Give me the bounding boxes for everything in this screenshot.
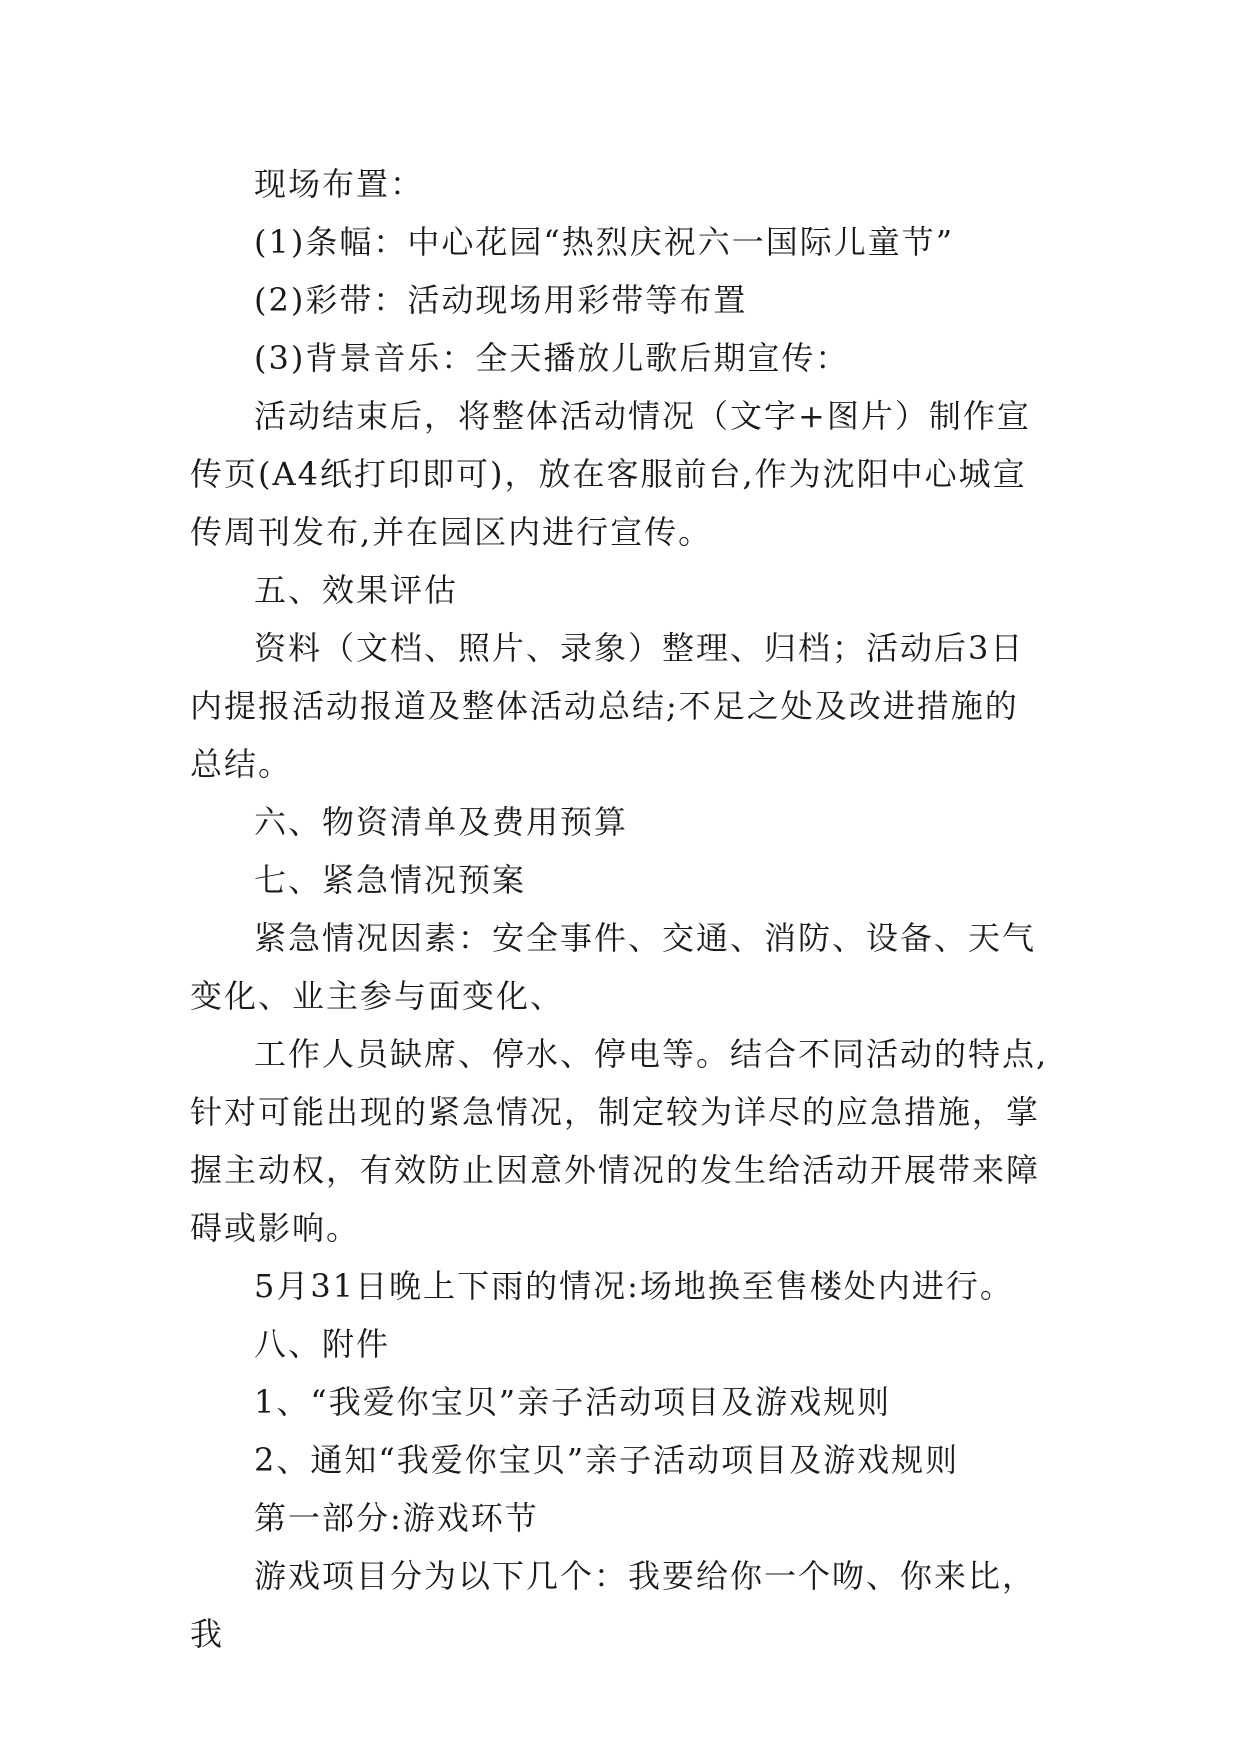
heading-emergency: 七、紧急情况预案 (254, 861, 527, 899)
paragraph-promotion: 活动结束后，将整体活动情况（文字+图片）制作宣传页(A4纸打印即可)，放在客服前台,作为沈阳中心城宣传周刊发布,并在园区内进行宣传。 (190, 397, 1031, 551)
heading-part-one: 第一部分:游戏环节 (254, 1499, 539, 1537)
paragraph-music: (3)背景音乐：全天播放儿歌后期宣传： (254, 339, 850, 377)
paragraph-evaluation: 资料（文档、照片、录象）整理、归档；活动后3日内提报活动报道及整体活动总结;不足之处及改进措施的总结。 (190, 629, 1025, 783)
paragraph-emergency-factors: 紧急情况因素：安全事件、交通、消防、设备、天气变化、业主参与面变化、 (190, 919, 1037, 1015)
attachment-item-2: 2、通知“我爱你宝贝”亲子活动项目及游戏规则 (254, 1441, 960, 1479)
paragraph-banner: (1)条幅：中心花园“热烈庆祝六一国际儿童节” (254, 223, 955, 261)
heading-budget: 六、物资清单及费用预算 (254, 803, 629, 841)
heading-evaluation: 五、效果评估 (254, 571, 459, 609)
paragraph-emergency-measures: 工作人员缺席、停水、停电等。结合不同活动的特点,针对可能出现的紧急情况，制定较为详尽的应急措施，掌握主动权，有效防止因意外情况的发生给活动开展带来障碍或影响。 (190, 1035, 1049, 1247)
attachment-item-1: 1、“我爱你宝贝”亲子活动项目及游戏规则 (254, 1383, 892, 1421)
document-body (190, 155, 1050, 1663)
paragraph-game-items: 游戏项目分为以下几个：我要给你一个吻、你来比，我 (190, 1557, 1037, 1653)
paragraph-ribbon: (2)彩带：活动现场用彩带等布置 (254, 281, 748, 319)
heading-attachments: 八、附件 (254, 1325, 391, 1363)
paragraph-rain-plan: 5月31日晚上下雨的情况:场地换至售楼处内进行。 (254, 1267, 1014, 1305)
paragraph-site-setup: 现场布置： (254, 165, 425, 203)
